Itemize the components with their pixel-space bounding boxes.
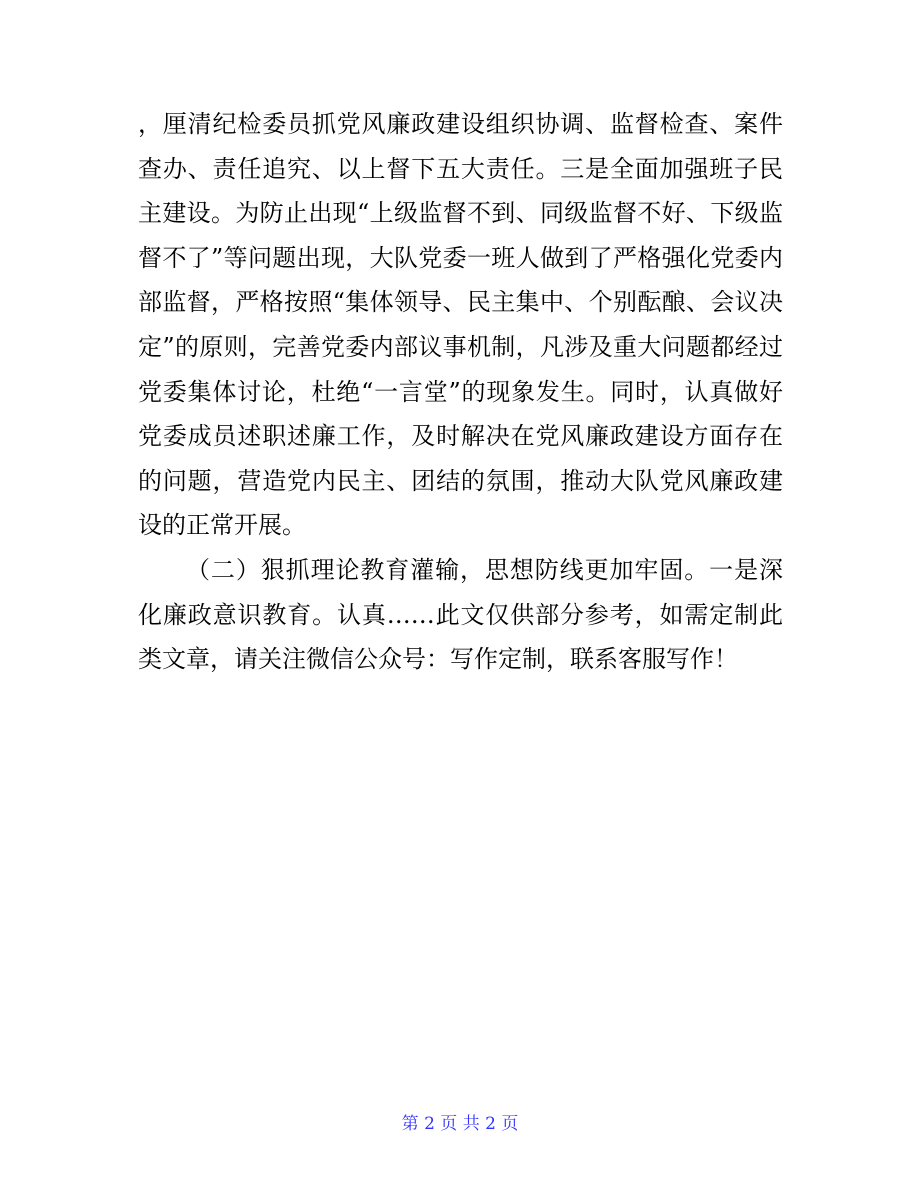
- document-body: [138, 102, 783, 682]
- paragraph-section-two: （二）狠抓理论教育灌输，思想防线更加牢固。一是深化廉政意识教育。认真……此文仅供部分参考，如需定制此类文章，请关注微信公众号：写作定制，联系客服写作！: [138, 555, 783, 674]
- paragraph-continuation: ，厘清纪检委员抓党风廉政建设组织协调、监督检查、案件查办、责任追究、以上督下五大责任。三是全面加强班子民主建设。为防止出现“上级监督不到、同级监督不好、下级监督不了”等问题出现，大队党委一班人做到了严格强化党委内部监督，严格按照“集体领导、民主集中、个别酝酿、会议决定”的原则，完善党委内部议事机制，凡涉及重大问题都经过党委集体讨论，杜绝“一言堂”的现象发生。同时，认真做好党委成员述职述廉工作，及时解决在党风廉政建设方面存在的问题，营造党内民主、团结的氛围，推动大队党风廉政建设的正常开展。: [138, 110, 783, 540]
- page-number-footer: 第 2 页 共 2 页: [401, 1114, 519, 1134]
